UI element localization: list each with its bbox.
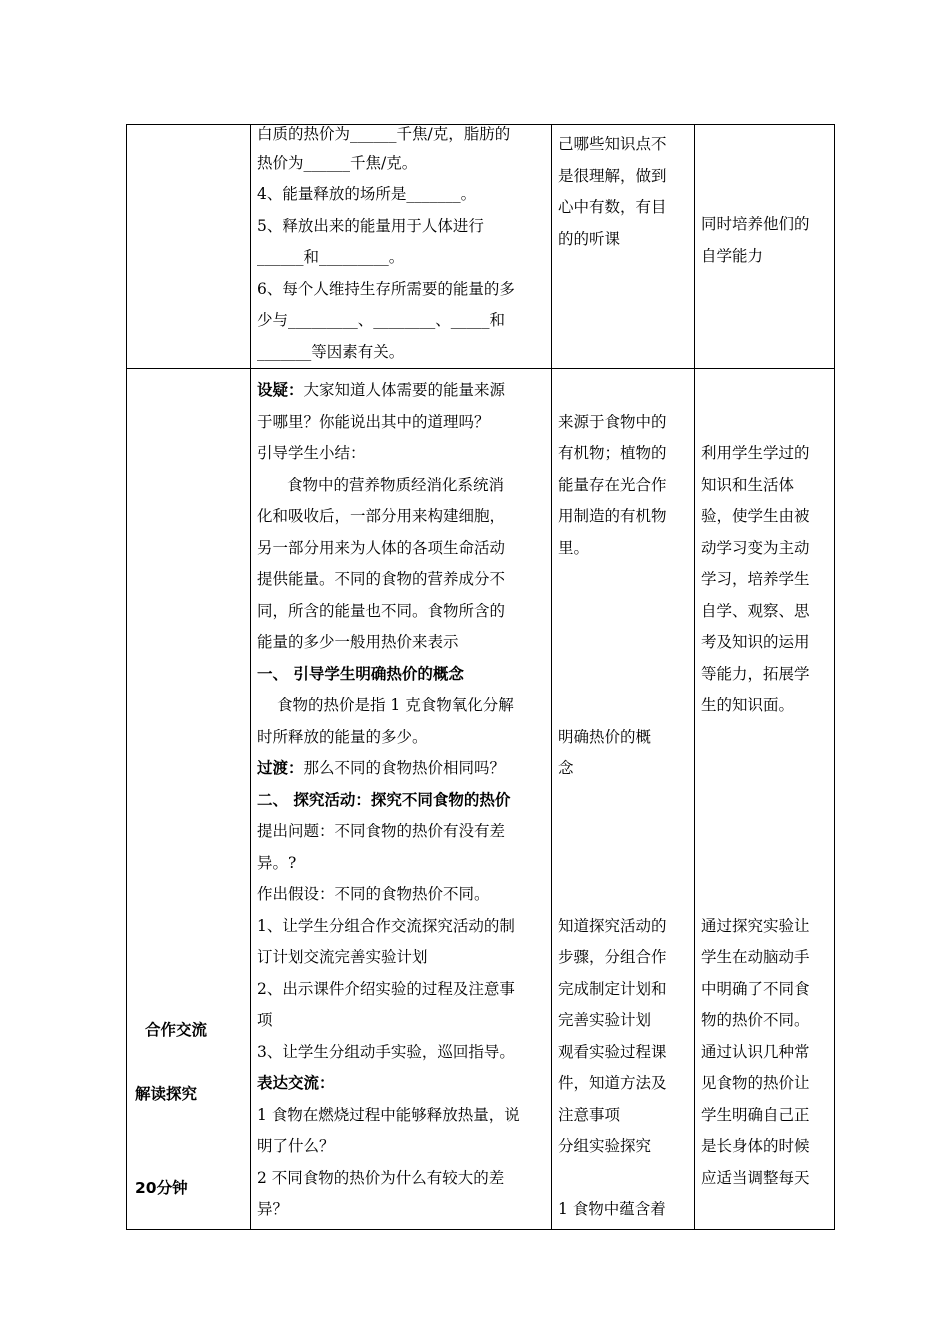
text-line: 分组实验探究 [558, 1137, 652, 1155]
text-line [558, 596, 688, 628]
text-line [257, 1005, 545, 1037]
text-line [558, 690, 688, 722]
text-line [558, 375, 688, 407]
text-line: 白质的热价为______千焦/克，脂肪的 [257, 125, 511, 143]
text-line: 完成制定计划和 [558, 979, 667, 998]
bold-heading: 表达交流： [257, 1074, 335, 1092]
line-text: 能量的多少一般用热价来表示 [257, 633, 459, 651]
text-line: 生的知识面。 [701, 696, 795, 714]
text-line [257, 753, 545, 785]
text-line: ______和_________。 [257, 248, 405, 266]
design-intent-cell [695, 125, 835, 369]
text-line: 同时培养他们的 [701, 215, 810, 233]
line-text: 2 不同食物的热价为什么有较大的差 [257, 1168, 505, 1187]
text-line [558, 659, 688, 691]
text-line [257, 690, 545, 722]
table-row [127, 369, 835, 1230]
line-text: 大家知道人体需要的能量来源 [303, 381, 506, 399]
text-line [257, 375, 545, 407]
text-line [257, 722, 545, 754]
line-text: 化和吸收后，一部分用来构建细胞， [257, 507, 506, 525]
bold-heading: 二、 探究活动：探究不同食物的热价 [257, 790, 511, 809]
text-line [257, 438, 545, 470]
text-line [257, 942, 545, 974]
line-text: 提供能量。不同的食物的营养成分不 [257, 570, 506, 588]
text-line: 考及知识的运用 [701, 633, 810, 651]
text-line: 用制造的有机物 [558, 507, 667, 525]
text-line: 4、能量释放的场所是_______。 [257, 185, 477, 203]
text-line: 注意事项 [558, 1105, 621, 1124]
text-line: 完善实验计划 [558, 1011, 652, 1029]
line-text: 于哪里？你能说出其中的道理吗？ [257, 412, 490, 431]
text-line [701, 816, 828, 848]
teacher-activity-cell [251, 125, 552, 369]
text-line: 利用学生学过的 [701, 444, 810, 462]
text-line [257, 879, 545, 911]
text-line: 中明确了不同食 [701, 979, 810, 998]
text-line [558, 1163, 688, 1195]
text-line [701, 848, 828, 880]
text-line [257, 627, 545, 659]
text-line: 里。 [558, 538, 590, 557]
text-line: 6、每个人维持生存所需要的能量的多 [257, 279, 515, 298]
text-line: 1 食物中蕴含着 [558, 1200, 666, 1218]
line-text: 明了什么？ [257, 1137, 335, 1155]
text-line [257, 470, 545, 502]
line-text: 作出假设：不同的食物热价不同。 [257, 885, 490, 903]
text-line [257, 974, 545, 1006]
text-line [257, 596, 545, 628]
bold-heading: 过渡： [257, 759, 304, 777]
text-line: 学生在动脑动手 [701, 948, 810, 966]
text-line: 的的听课 [558, 229, 621, 248]
student-activity-cell [552, 125, 695, 369]
text-line [701, 753, 828, 785]
text-line: 步骤，分组合作 [558, 948, 667, 966]
text-line [257, 533, 545, 565]
text-line [558, 627, 688, 659]
text-line: 自学能力 [701, 246, 764, 265]
text-line [701, 785, 828, 817]
text-line: 心中有数，有目 [558, 198, 667, 216]
text-line: 有机物；植物的 [558, 444, 667, 462]
table-row [127, 125, 835, 369]
text-line: 知识和生活体 [701, 475, 795, 494]
text-line: 知道探究活动的 [558, 916, 667, 935]
text-line [558, 816, 688, 848]
text-line: 能量存在光合作 [558, 475, 667, 494]
bold-heading: 设疑： [257, 381, 304, 399]
text-line [257, 911, 545, 943]
text-line: _______等因素有关。 [257, 342, 405, 361]
text-line [257, 848, 545, 880]
lesson-plan-table [126, 124, 835, 1230]
text-line [701, 375, 828, 407]
text-line: 等能力，拓展学 [701, 664, 810, 683]
text-line [257, 1068, 545, 1100]
line-text: 3、让学生分组动手实验，巡回指导。 [257, 1042, 515, 1061]
text-line: 观看实验过程课 [558, 1042, 667, 1061]
line-text: 另一部分用来为人体的各项生命活动 [257, 538, 506, 557]
text-line: 己哪些知识点不 [558, 135, 667, 153]
line-text: 提出问题：不同食物的热价有没有差 [257, 822, 506, 840]
line-text: 食物的热价是指 1 克食物氧化分解 [277, 696, 514, 714]
text-line: 通过认识几种常 [701, 1042, 810, 1061]
line-text: 同，所含的能量也不同。食物所含的 [257, 601, 506, 620]
text-line [257, 407, 545, 439]
text-line: 热价为______千焦/克。 [257, 153, 418, 172]
line-text: 2、出示课件介绍实验的过程及注意事 [257, 979, 515, 998]
text-line [257, 785, 545, 817]
text-line [257, 1194, 545, 1226]
line-text: 异？ [257, 1200, 289, 1218]
text-line [558, 879, 688, 911]
text-line: 物的热价不同。 [701, 1011, 810, 1029]
text-line [257, 816, 545, 848]
text-line: 自学、观察、思 [701, 601, 810, 620]
student-activity-cell [552, 369, 695, 1230]
line-text: 那么不同的食物热价相同吗？ [303, 759, 506, 777]
text-line: 是长身体的时候 [701, 1137, 810, 1155]
text-line [701, 722, 828, 754]
stage-label: 20分钟 [135, 1179, 188, 1197]
text-line [558, 785, 688, 817]
stage-cell [127, 369, 251, 1230]
line-text: 订计划交流完善实验计划 [257, 948, 428, 966]
bold-heading: 一、 引导学生明确热价的概念 [257, 664, 464, 683]
text-line [257, 1100, 545, 1132]
text-line: 应适当调整每天 [701, 1168, 810, 1187]
text-line [257, 564, 545, 596]
line-text: 1、让学生分组合作交流探究活动的制 [257, 916, 515, 935]
text-line [257, 1163, 545, 1195]
text-line: 学习，培养学生 [701, 570, 810, 588]
text-line [701, 407, 828, 439]
text-line: 动学习变为主动 [701, 538, 810, 557]
line-text: 食物中的营养物质经消化系统消 [287, 475, 505, 494]
text-line [558, 564, 688, 596]
line-text: 1 食物在燃烧过程中能够释放热量，说 [257, 1105, 520, 1124]
text-line: 明确热价的概 [558, 727, 652, 746]
text-line [558, 848, 688, 880]
stage-cell-empty [127, 125, 251, 369]
line-text: 项 [257, 1011, 273, 1029]
text-line [257, 1131, 545, 1163]
text-line: 少与_________、________、_____和 [257, 311, 506, 329]
text-line [701, 879, 828, 911]
text-line [257, 1037, 545, 1069]
text-line: 学生明确自己正 [701, 1105, 810, 1124]
line-text: 引导学生小结： [257, 444, 366, 462]
text-line [257, 501, 545, 533]
line-text: 时所释放的能量的多少。 [257, 727, 428, 746]
text-line: 5、释放出来的能量用于人体进行 [257, 216, 484, 235]
text-line: 见食物的热价让 [701, 1074, 810, 1092]
text-line: 是很理解，做到 [558, 166, 667, 185]
text-line: 通过探究实验让 [701, 916, 810, 935]
text-line: 来源于食物中的 [558, 412, 667, 431]
teacher-activity-cell [251, 369, 552, 1230]
text-line: 念 [558, 759, 574, 777]
stage-label: 合作交流 [145, 1021, 208, 1039]
text-line: 件，知道方法及 [558, 1074, 667, 1092]
line-text: 异。? [257, 853, 297, 872]
text-line: 验，使学生由被 [701, 507, 810, 525]
stage-label: 解读探究 [135, 1085, 198, 1103]
text-line [257, 659, 545, 691]
design-intent-cell [695, 369, 835, 1230]
